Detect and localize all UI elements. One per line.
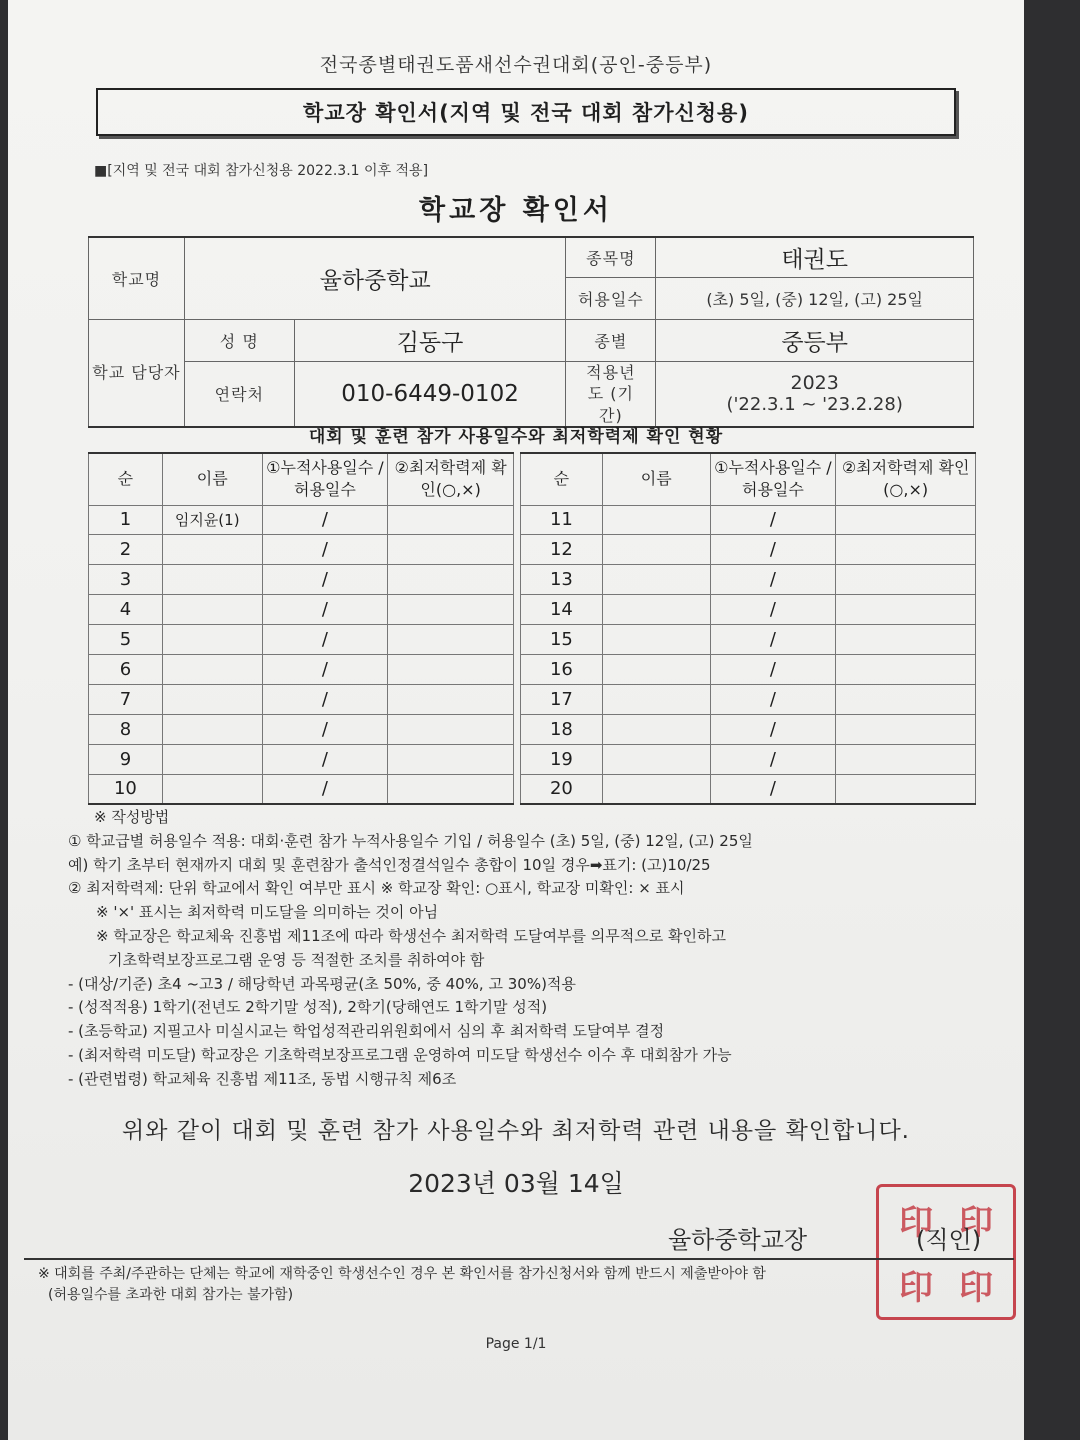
row-number: 7 <box>89 684 163 714</box>
instruction-line: ※ '×' 표시는 최저학력 미도달을 의미하는 것이 아님 <box>96 903 439 922</box>
row-days: / <box>710 744 836 774</box>
row-check <box>836 714 976 744</box>
document-paper <box>8 0 1024 1440</box>
row-check <box>388 535 514 565</box>
row-name <box>162 595 262 625</box>
row-check <box>836 565 976 595</box>
phone-value: 010-6449-0102 <box>294 361 566 427</box>
row-number: 14 <box>521 595 603 625</box>
table-row <box>521 714 976 744</box>
row-number: 4 <box>89 595 163 625</box>
phone-label: 연락처 <box>184 361 294 427</box>
status-table-right <box>520 452 976 805</box>
row-check <box>388 595 514 625</box>
row-number: 13 <box>521 565 603 595</box>
instructions <box>68 806 998 1092</box>
school-info-table <box>88 236 974 428</box>
row-days: / <box>262 654 388 684</box>
row-days: / <box>262 505 388 535</box>
issue-date: 2023년 03월 14일 <box>408 1169 624 1198</box>
row-name <box>602 505 710 535</box>
table-row <box>89 714 514 744</box>
row-check <box>836 684 976 714</box>
confirmation-statement: 위와 같이 대회 및 훈련 참가 사용일수와 최저학력 관련 내용을 확인합니다. <box>122 1118 910 1144</box>
instruction-line: - (관련법령) 학교체육 진흥법 제11조, 동법 시행규칙 제6조 <box>68 1069 457 1088</box>
row-name <box>602 774 710 804</box>
row-check <box>388 565 514 595</box>
table-row <box>89 505 514 535</box>
year-label: 적용년도 (기간) <box>566 361 656 427</box>
row-number: 3 <box>89 565 163 595</box>
row-name <box>602 654 710 684</box>
col-header-days: ①누적사용일수 /허용일수 <box>710 453 836 505</box>
row-name <box>602 625 710 655</box>
instruction-line: ① 학교급별 허용일수 적용: 대회·훈련 참가 누적사용일수 기입 / 허용일수 (초) 5일, (중) 12일, (고) 25일 <box>68 831 753 850</box>
sport-label: 종목명 <box>566 237 656 277</box>
row-number: 20 <box>521 774 603 804</box>
row-name <box>162 654 262 684</box>
principal-title: 율하중학교장 <box>668 1226 808 1254</box>
table-row <box>89 744 514 774</box>
row-number: 15 <box>521 625 603 655</box>
page-number: Page 1/1 <box>485 1336 547 1352</box>
row-check <box>388 774 514 804</box>
row-check <box>836 625 976 655</box>
official-seal: 印 印 印 印 <box>876 1184 1016 1320</box>
row-number: 17 <box>521 684 603 714</box>
row-check <box>836 505 976 535</box>
row-check <box>836 535 976 565</box>
row-days: / <box>710 684 836 714</box>
table-row <box>89 595 514 625</box>
row-days: / <box>262 595 388 625</box>
table-row <box>521 535 976 565</box>
instruction-line: - (초등학교) 지필고사 미실시교는 학업성적관리위원회에서 심의 후 최저학력 도달여부 결정 <box>68 1022 665 1041</box>
row-number: 2 <box>89 535 163 565</box>
row-name <box>602 714 710 744</box>
row-name <box>602 535 710 565</box>
table-row <box>521 744 976 774</box>
row-number: 10 <box>89 774 163 804</box>
row-number: 5 <box>89 625 163 655</box>
applies-note: ■[지역 및 전국 대회 참가신청용 2022.3.1 이후 적용] <box>94 163 429 179</box>
table-row <box>521 625 976 655</box>
name-value: 김동구 <box>294 319 566 361</box>
sport-value: 태권도 <box>656 237 974 277</box>
row-name <box>602 565 710 595</box>
row-days: / <box>710 774 836 804</box>
row-number: 9 <box>89 744 163 774</box>
row-number: 1 <box>89 505 163 535</box>
instruction-line: - (성적적용) 1학기(전년도 2학기말 성적), 2학기(당해연도 1학기말 성적) <box>68 998 548 1017</box>
table-row <box>521 684 976 714</box>
row-check <box>836 774 976 804</box>
col-header-no: 순 <box>89 453 163 505</box>
row-number: 18 <box>521 714 603 744</box>
row-number: 16 <box>521 654 603 684</box>
col-header-days: ①누적사용일수 /허용일수 <box>262 453 388 505</box>
allowed-days-value: (초) 5일, (중) 12일, (고) 25일 <box>656 277 974 319</box>
row-days: / <box>262 714 388 744</box>
status-section-title: 대회 및 훈련 참가 사용일수와 최저학력제 확인 현황 <box>308 427 724 447</box>
row-number: 11 <box>521 505 603 535</box>
instruction-line: ② 최저학력제: 단위 학교에서 확인 여부만 표시 ※ 학교장 확인: ○표시, 학교장 미확인: × 표시 <box>68 879 685 898</box>
row-name <box>162 684 262 714</box>
table-row <box>89 684 514 714</box>
row-check <box>836 595 976 625</box>
footer-note <box>38 1264 888 1306</box>
footer-note-line: ※ 대회를 주최/주관하는 단체는 학교에 재학중인 학생선수인 경우 본 확인서를 참가신청서와 함께 반드시 제출받아야 함 <box>38 1266 766 1282</box>
row-days: / <box>262 565 388 595</box>
instruction-line: ※ 학교장은 학교체육 진흥법 제11조에 따라 학생선수 최저학력 도달여부를 의무적으로 확인하고 <box>96 926 726 945</box>
col-header-name: 이름 <box>162 453 262 505</box>
period-value: ('22.3.1 ~ '23.2.28) <box>726 394 903 416</box>
row-number: 12 <box>521 535 603 565</box>
divider <box>24 1258 1014 1260</box>
row-name <box>162 744 262 774</box>
col-header-name: 이름 <box>602 453 710 505</box>
row-name <box>162 774 262 804</box>
row-days: / <box>710 625 836 655</box>
row-check <box>388 714 514 744</box>
seal-label: (직인) <box>916 1226 982 1254</box>
footer-note-line: (허용일수를 초과한 대회 참가는 불가함) <box>48 1287 294 1303</box>
row-check <box>388 654 514 684</box>
status-table-left <box>88 452 514 805</box>
row-check <box>388 625 514 655</box>
col-header-no: 순 <box>521 453 603 505</box>
row-number: 8 <box>89 714 163 744</box>
row-number: 19 <box>521 744 603 774</box>
row-name <box>602 595 710 625</box>
row-check <box>388 684 514 714</box>
allowed-days-label: 허용일수 <box>566 277 656 319</box>
year-value: 2023 <box>790 372 839 395</box>
row-name <box>162 535 262 565</box>
row-days: / <box>262 535 388 565</box>
row-number: 6 <box>89 654 163 684</box>
school-name-label: 학교명 <box>89 237 185 319</box>
row-days: / <box>710 505 836 535</box>
name-label: 성 명 <box>184 319 294 361</box>
row-name <box>602 684 710 714</box>
instruction-line: 예) 학기 초부터 현재까지 대회 및 훈련참가 출석인정결석일수 총합이 10일 경우➡표기: (고)10/25 <box>68 855 711 874</box>
row-check <box>836 744 976 774</box>
category-label: 종별 <box>566 319 656 361</box>
row-name: 임지윤(1) <box>162 505 262 535</box>
row-check <box>836 654 976 684</box>
row-days: / <box>262 625 388 655</box>
row-days: / <box>262 774 388 804</box>
form-banner <box>96 88 956 136</box>
school-name-value: 율하중학교 <box>184 237 566 319</box>
row-days: / <box>710 714 836 744</box>
row-days: / <box>710 654 836 684</box>
instruction-line: - (최저학력 미도달) 학교장은 기초학력보장프로그램 운영하여 미도달 학생선수 이수 후 대회참가 가능 <box>68 1045 732 1064</box>
row-days: / <box>710 535 836 565</box>
table-row <box>521 774 976 804</box>
instructions-heading: ※ 작성방법 <box>94 808 170 826</box>
table-row <box>89 535 514 565</box>
table-row <box>89 774 514 804</box>
row-name <box>162 625 262 655</box>
table-row <box>89 625 514 655</box>
table-row <box>521 595 976 625</box>
table-row <box>521 505 976 535</box>
col-header-check: ②최저학력제 확인(○,×) <box>388 453 514 505</box>
row-days: / <box>710 565 836 595</box>
year-cell <box>656 361 974 427</box>
form-banner-text: 학교장 확인서(지역 및 전국 대회 참가신청용) <box>303 101 749 125</box>
category-value: 중등부 <box>656 319 974 361</box>
row-name <box>602 744 710 774</box>
row-days: / <box>262 744 388 774</box>
table-row <box>89 565 514 595</box>
row-name <box>162 714 262 744</box>
instruction-line: 기초학력보장프로그램 운영 등 적절한 조치를 취하여야 함 <box>108 950 485 969</box>
row-check <box>388 505 514 535</box>
row-check <box>388 744 514 774</box>
event-title: 전국종별태권도품새선수권대회(공인-중등부) <box>319 54 713 76</box>
table-row <box>89 654 514 684</box>
row-name <box>162 565 262 595</box>
table-row <box>521 565 976 595</box>
contact-person-label: 학교 담당자 <box>89 319 185 427</box>
col-header-check: ②최저학력제 확인(○,×) <box>836 453 976 505</box>
table-row <box>521 654 976 684</box>
row-days: / <box>262 684 388 714</box>
row-days: / <box>710 595 836 625</box>
document-title: 학교장 확인서 <box>419 195 613 226</box>
instruction-line: - (대상/기준) 초4 ~고3 / 해당학년 과목평균(초 50%, 중 40%, 고 30%)적용 <box>68 974 576 993</box>
